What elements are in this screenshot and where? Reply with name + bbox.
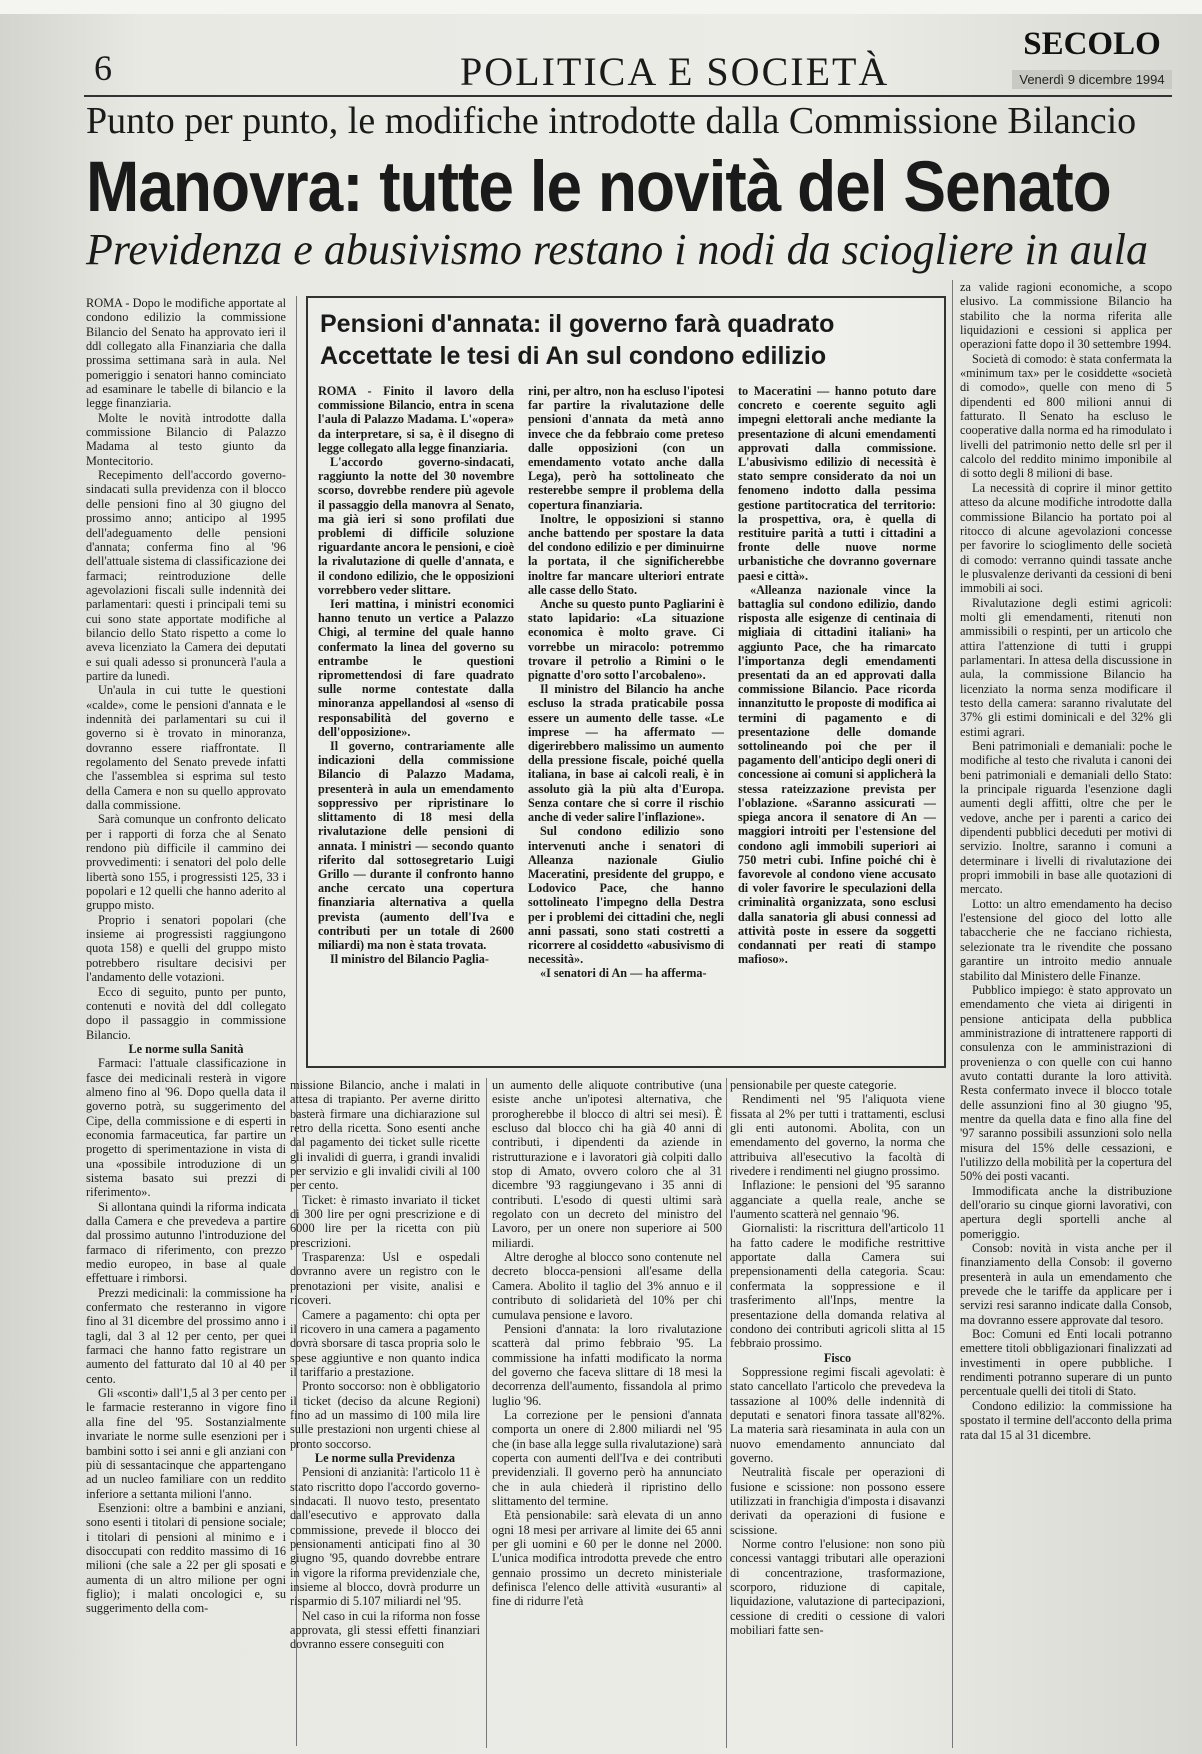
issue-date: Venerdì 9 dicembre 1994 xyxy=(1012,70,1172,89)
paragraph: Un'aula in cui tutte le questioni «calde», come le pensioni d'annata e le indennità dei parlamentari su cui il governo si è trovato in minoranza, dovranno essere riaffrontate. Il regolamento del Senato prevede infatti che l'assemblea si esprima sul testo della Camera e non su quello approvato dalla commissione. xyxy=(86,683,286,813)
paragraph: Il governo, contrariamente alle indicazioni della commissione Bilancio di Palazzo Madama, presenterà in aula un emendamento soppressivo per ripristinare lo slittamento di 18 mesi della rivalutazione delle pensioni di annata. I ministri — secondo quanto riferito dal sottosegretario Luigi Grillo — durante il confronto hanno anche cercato una copertura finanziaria alternativa a quella prevista (aumento dell'Iva e contributi per un totale di 2600 miliardi) ma non è stata trovata. xyxy=(318,739,514,952)
box-title xyxy=(320,308,936,372)
paragraph: Condono edilizio: la commissione ha spostato il termine dell'acconto della prima rata dal 15 al 31 dicembre. xyxy=(960,1398,1172,1442)
paragraph: Nel caso in cui la riforma non fosse approvata, gli stessi effetti finanziari dovranno essere conseguiti con xyxy=(290,1608,480,1652)
article-column-3 xyxy=(492,1078,722,1748)
paragraph: Consob: novità in vista anche per il finanziamento della Consob: il governo presenterà in aula un emendamento che prevede che le tariffe da applicare per i servizi resi saranno indicate dalla Consob, ma dovranno essere approvate dal tesoro. xyxy=(960,1241,1172,1327)
paragraph: Pubblico impiego: è stato approvato un emendamento che vieta ai dirigenti in pensione anticipata della pubblica amministrazione di intrattenere rapporti di consulenza con le amministrazioni di provenienza o con quelle con cui hanno avuto contatti durante la loro attività. Resta confermato invece il blocco totale delle assunzioni fino al 30 giugno '95, mentre da quella data e fino alla fine del '97 saranno possibili assunzioni solo nella misura del 15% delle cessazioni, e l'utilizzo della mobilità per la copertura del 50% dei posti vacanti. xyxy=(960,982,1172,1184)
paragraph: Pensioni d'annata: la loro rivalutazione scatterà dal primo febbraio '95. La commissione ha infatti modificato la norma del governo che faceva slittare di 18 mesi la decorrenza dell'aumento, fissandola al primo luglio '96. xyxy=(492,1321,722,1408)
paragraph: Trasparenza: Usl e ospedali dovranno avere un registro con le prenotazioni per visite, analisi e ricoveri. xyxy=(290,1250,480,1308)
paragraph: Anche su questo punto Pagliarini è stato lapidario: «La situazione economica è molto grave. Ci vorrebbe un miracolo: potremmo trovare il petrolio a Rimini o le pignatte d'oro sotto l'arcobaleno». xyxy=(528,597,724,683)
sidebar-box xyxy=(306,296,946,1068)
paragraph: Sul condono edilizio sono intervenuti anche i senatori di Alleanza nazionale Giulio Maceratini, presidente del gruppo, e Lodovico Pace, che hanno sottolineato l'impegno della Destra per i problemi dei cittadini che, negli anni passati, sono stati costretti a ricorrere al cosiddetto «abusivismo di necessità». xyxy=(528,824,724,967)
paragraph: Lotto: un altro emendamento ha deciso l'estensione del gioco del lotto alle tabaccherie che ne facciano richiesta, selezionate tra le rivendite che possano garantire un introito medio annuale stabilito dal Ministero delle Finanze. xyxy=(960,896,1172,983)
paragraph: ROMA - Dopo le modifiche apportate al condono edilizio la commissione Bilancio del Senato ha approvato ieri il ddl collegato alla Finanziaria che dalla prossima settimana sarà in aula. Nel pomeriggio i senatori hanno cominciato ad esaminare le tabelle di bilancio e la legge finanziaria. xyxy=(86,296,286,411)
paragraph: Altre deroghe al blocco sono contenute nel decreto blocca-pensioni all'esame della Camera. Abolito il taglio del 3% annuo e il contributo di solidarietà del 10% per chi cumulava pensione e lavoro. xyxy=(492,1250,722,1322)
paragraph: Norme contro l'elusione: non sono più concessi vantaggi tributari alle operazioni di concentrazione, trasformazione, scorporo, riduzione di capitale, liquidazione, valutazione di partecipazioni, cessione di crediti o cessione di valori mobiliari fatte sen- xyxy=(730,1537,945,1638)
box-column-2 xyxy=(528,384,724,1060)
paragraph: Neutralità fiscale per operazioni di fusione e scissione: non possono essere utilizzati in franchigia d'imposta i disavanzi derivati da operazioni di fusione e scissione. xyxy=(730,1465,945,1537)
paragraph: Ecco di seguito, punto per punto, contenuti e novità del ddl collegato dopo il passaggio in commissione Bilancio. xyxy=(86,984,286,1042)
paragraph: Esenzioni: oltre a bambini e anziani, sono esenti i titolari di pensione sociale; i titolari di pensioni al minimo e i disoccupati con reddito massimo di 16 milioni (che sale a 22 per gli sposati e aumenta di un altro milione per ogni figlio); i malati oncologici e, su suggerimento della com- xyxy=(86,1500,286,1616)
paragraph: Prezzi medicinali: la commissione ha confermato che resteranno in vigore fino al 31 dicembre del prossimo anno i tagli, dal 3 al 12 per cento, per quei farmaci che hanno fatto registrare un aumento del fatturato dal 10 al 40 per cento. xyxy=(86,1285,286,1386)
paragraph: Soppressione regimi fiscali agevolati: è stato cancellato l'articolo che prevedeva la tassazione al 100% delle indennità di deputati e senatori finora tassate all'82%. La materia sarà riesaminata in aula con un nuovo emendamento annunciato dal governo. xyxy=(730,1364,945,1465)
paragraph: L'accordo governo-sindacati, raggiunto la notte del 30 novembre scorso, dovrebbe rendere più agevole il passaggio della manovra al Senato, ma già ieri si sono profilati due problemi di difficile soluzione riguardante ancora le pensioni, e cioè la rivalutazione di quelle d'annata, e il condono edilizio, che le opposizioni vorrebbero veder slittare. xyxy=(318,455,514,597)
paragraph: Boc: Comuni ed Enti locali potranno emettere titoli obbligazionari finalizzati ad investimenti in opere pubbliche. I rendimenti potranno superare di un punto percentuale quelli dei titoli di Stato. xyxy=(960,1327,1172,1399)
subsection-heading: Le norme sulla Sanità xyxy=(128,1041,244,1056)
box-title-line-1: Pensioni d'annata: il governo farà quadrato xyxy=(320,310,835,338)
paragraph: Inoltre, le opposizioni si stanno anche battendo per spostare la data del condono edilizio e per diminuirne la portata, il che significherebbe inoltre far mancare ulteriori entrate alle casse dello Stato. xyxy=(528,511,724,597)
column-divider xyxy=(486,1078,487,1748)
paragraph: Molte le novità introdotte dalla commissione Bilancio di Palazzo Madama al testo giunto da Montecitorio. xyxy=(86,410,286,468)
paragraph: Il ministro del Bilancio ha anche escluso la strada praticabile possa essere un aumento delle tasse. «Le imprese — ha affermato — digerirebbero malissimo un aumento della pressione fiscale, poiché quella italiana, in base ai calcoli reali, è in assoluto già la più alta d'Europa. Senza contare che si corre il rischio anche di veder salire l'inflazione». xyxy=(528,682,724,825)
paragraph: La necessità di coprire il minor gettito atteso da alcune modifiche introdotte dalla commissione Bilancio ha portato poi al ritocco di alcune agevolazioni concesse per favorire lo scioglimento delle società di comodo: verranno quindi tassate anche le plusvalenze derivanti da cessioni di beni immobili ai soci. xyxy=(960,480,1172,596)
box-column-3 xyxy=(738,384,936,1060)
paragraph: Il ministro del Bilancio Paglia- xyxy=(330,952,489,967)
paragraph: Inflazione: le pensioni del '95 saranno agganciate a quella reale, anche se l'aumento scatterà nel gennaio '96. xyxy=(730,1178,945,1222)
paragraph: za valide ragioni economiche, a scopo elusivo. La commissione Bilancio ha stabilito che la norma riferita alle liquidazioni e cessioni si applica per operazioni fatte dopo il 30 settembre 1994. xyxy=(960,280,1172,352)
paragraph: ROMA - Finito il lavoro della commissione Bilancio, entra in scena l'aula di Palazzo Madama. L'«opera» da interpretare, si sa, è il disegno di legge collegato alla legge finanziaria. xyxy=(318,384,514,455)
subsection-heading: Le norme sulla Previdenza xyxy=(314,1450,456,1465)
article-column-4 xyxy=(730,1078,945,1748)
paragraph: pensionabile per queste categorie. xyxy=(730,1078,897,1092)
paragraph: Società di comodo: è stata confermata la «minimum tax» per le cosiddette «società di comodo», quelle con meno di 5 dipendenti ed 800 milioni annui di fatturato. Il Senato ha escluso le cooperative dalla norma ed ha rimodulato i livelli del patrimonio netto delle srl per il calcolo del reddito minimo imponibile al di sotto degli 8 milioni di base. xyxy=(960,351,1172,481)
paragraph: Recepimento dell'accordo governo-sindacati sulla previdenza con il blocco delle pensioni fino al 30 giugno del prossimo anno; anticipo al 1995 dell'adeguamento delle pensioni d'annata; conferma fino al '96 dell'attuale sistema di classificazione dei farmaci; reintroduzione delle agevolazioni fiscali sulle indennità dei parlamentari: questi i principali temi su cui sono state apportate modifiche al bilancio dello Stato rispetto a come lo aveva licenziato la Camera dei deputati e sui quali adesso si pronuncerà l'aula a partire da lunedì. xyxy=(86,468,286,683)
article-headline: Manovra: tutte le novità del Senato xyxy=(86,146,1111,227)
paragraph: Giornalisti: la riscrittura dell'articolo 11 ha fatto cadere le modifiche restrittive apportate dalla Camera sui prepensionamenti della categoria. Scau: confermata la soppressione e il trasferimento all'Inps, mentre la presentazione della domanda relativa al condono dei contributi agricoli slitta al 15 febbraio prossimo. xyxy=(730,1221,945,1351)
paragraph: Ticket: è rimasto invariato il ticket di 300 lire per ogni prescrizione e di 6000 lire per la ricetta con più prescrizioni. xyxy=(290,1192,480,1250)
paragraph: Età pensionabile: sarà elevata di un anno ogni 18 mesi per arrivare al limite dei 65 anni per gli uomini e 60 per le donne nel 2000. L'unica modifica introdotta prevede che entro gennaio prossimo un decreto ministeriale definisca l'elenco delle attività «usuranti» al fine di ridurre l'età xyxy=(492,1508,722,1609)
paragraph: «Alleanza nazionale vince la battaglia sul condono edilizio, dando risposta alle esigenze di centinaia di migliaia di cittadini italiani» ha aggiunto Pace, che ha rimarcato l'importanza degli emendamenti presentati da an ed approvati dalla commissione Bilancio. Pace ricorda innanzitutto le proposte di modifica ai termini di pagamento e di presentazione delle domande sottolineando poi che per il pagamento dell'anticipo degli oneri di concessione ai comuni si applicherà la stessa rateizzazione prevista per l'oblazione. «Saranno assicurati — spiega ancora il senatore di An — maggiori introiti per l'estensione del condono agli immobili superiori ai 750 metri cubi. Infine poiché chi è favorevole al condono viene accusato di voler favorire le speculazioni della criminalità organizzata, sono esclusi dalla sanatoria gli abusi connessi ad attività poste in essere da soggetti condannati per reati di stampo mafioso». xyxy=(738,582,936,967)
article-column-1 xyxy=(86,296,286,1746)
paragraph: Pensioni di anzianità: l'articolo 11 è stato riscritto dopo l'accordo governo-sindacati. Il nuovo testo, presentato dall'esecutivo e approvato dalla commissione, prevede il blocco dei pensionamenti anticipati fino al 30 giugno '95, quando dovrebbe entrare in vigore la riforma previdenziale che, insieme al blocco, dovrà produrre un risparmio di 5.107 miliardi nel '95. xyxy=(290,1465,480,1609)
paragraph: Sarà comunque un confronto delicato per i rapporti di forza che al Senato rendono più difficile il cammino dei provvedimenti: i senatori del polo delle libertà sono 155, i progressisti 125, 33 i popolari e 12 quelli che hanno aderito al gruppo misto. xyxy=(86,812,286,913)
column-divider xyxy=(952,280,953,1748)
box-column-1 xyxy=(318,384,514,1060)
paragraph: missione Bilancio, anche i malati in attesa di trapianto. Per averne diritto basterà firmare una dichiarazione sul retro della ricetta. Sono esenti anche dal pagamento dei ticket sulle ricette gli invalidi di guerra, i grandi invalidi per servizio e gli invalidi civili al 100 per cento. xyxy=(290,1078,480,1193)
paragraph: Immodificata anche la distribuzione dell'orario su cinque giorni lavorativi, con apertura degli sportelli anche al pomeriggio. xyxy=(960,1183,1172,1241)
paragraph: rini, per altro, non ha escluso l'ipotesi far partire la rivalutazione delle pensioni d'annata da metà anno invece che da febbraio come preteso dalle opposizioni (con un emendamento votato anche dalla Lega), però ha sottolineato che resterebbe sempre il problema della copertura finanziaria. xyxy=(528,384,724,512)
paragraph: Ieri mattina, i ministri economici hanno tenuto un vertice a Palazzo Chigi, al termine del quale hanno confermato la linea del governo su entrambe le questioni ripromettendosi di fare quadrato sulle norme contestate dalla minoranza appellandosi al «senso di responsabilità del governo e dell'opposizione». xyxy=(318,597,514,739)
subsection-heading: Fisco xyxy=(823,1350,852,1365)
article-kicker: Punto per punto, le modifiche introdotte dalla Commissione Bilancio xyxy=(86,100,1137,142)
article-subheadline: Previdenza e abusivismo restano i nodi da sciogliere in aula xyxy=(86,225,1148,274)
box-title-line-2: Accettate le tesi di An sul condono edilizio xyxy=(320,342,827,370)
paragraph: Si allontana quindi la riforma indicata dalla Camera e che prevedeva a partire dal prossimo autunno l'introduzione del farmaco di riferimento, con prezzo medio europeo, in base al quale effettuare i rimborsi. xyxy=(86,1199,286,1286)
paragraph: un aumento delle aliquote contributive (una esiste anche un'ipotesi alternativa, che prorogherebbe il blocco di altri sei mesi). È escluso dal blocco chi ha già 40 anni di contributi, i dipendenti da aziende in ristrutturazione e i lavoratori già colpiti dallo stop di Amato, ovvero coloro che al 31 dicembre '93 raggiungevano i 35 anni di contributi. L'esodo di questi ultimi sarà regolato con un decreto del ministro del Lavoro, per un onere non superiore ai 500 miliardi. xyxy=(492,1078,722,1250)
page-number: 6 xyxy=(94,48,112,88)
paragraph: «I senatori di An — ha afferma- xyxy=(540,966,707,981)
paragraph: La correzione per le pensioni d'annata comporta un onere di 2.800 miliardi nel '95 che (in base alla legge sulla rivalutazione) sarà coperta con aumenti dell'Iva e dei contributi previdenziali. Il governo però ha annunciato che in aula chiederà il ripristino dello slittamento del termine. xyxy=(492,1407,722,1508)
paragraph: Camere a pagamento: chi opta per il ricovero in una camera a pagamento dovrà sborsare di tasca propria solo le spese aggiuntive e non quanto indica il tariffario a prestazione. xyxy=(290,1307,480,1379)
header-rule xyxy=(84,95,1172,97)
paragraph: Proprio i senatori popolari (che insieme ai progressisti raggiungono quota 158) e quelli del gruppo misto potrebbero risultare decisivi per l'andamento delle votazioni. xyxy=(86,912,286,985)
paragraph: Rivalutazione degli estimi agricoli: molti gli emendamenti, ritenuti non ammissibili o respinti, per un articolo che attira l'attenzione di tutti i gruppi parlamentari. In attesa della discussione in aula, la commissione Bilancio ha licenziato la norma senza modificare il testo della camera: saranno rivalutate del 37% gli estimi dominicali e del 32% gli estimi agrari. xyxy=(960,595,1172,739)
section-title: POLITICA E SOCIETÀ xyxy=(460,49,890,94)
paragraph: Rendimenti nel '95 l'aliquota viene fissata al 2% per tutti i trattamenti, esclusi gli enti autonomi. Abolita, con un emendamento del governo, la norma che attribuiva all'esecutivo la facoltà di rivedere i rendimenti nel giugno prossimo. xyxy=(730,1092,945,1179)
paragraph: Gli «sconti» dall'1,5 al 3 per cento per le farmacie resteranno in vigore fino alla fine del '95. Sostanzialmente invariate le norme sulle esenzioni per i bambini sotto i sei anni e gli anziani con più di sessantacinque che appartengano ad un nucleo familiare con un reddito inferiore a settanta milioni l'anno. xyxy=(86,1386,286,1501)
paragraph: Pronto soccorso: non è obbligatorio il ticket (deciso da alcune Regioni) fino ad un massimo di 100 mila lire sulle prestazioni non urgenti chiese al pronto soccorso. xyxy=(290,1379,480,1451)
masthead xyxy=(1012,26,1172,89)
paragraph: Farmaci: l'attuale classificazione in fasce dei medicinali resterà in vigore almeno fino al '96. Dopo quella data il governo potrà, su suggerimento del Cipe, della commissione e di esperti in economia farmaceutica, far partire un progetto di sperimentazione in vista di una «possibile introduzione di un sistema basato sui prezzi di riferimento». xyxy=(86,1056,286,1200)
paragraph: Beni patrimoniali e demaniali: poche le modifiche al testo che rivaluta i canoni dei beni patrimoniali e demaniali dello Stato: la principale riguarda l'esenzione dagli aumenti degli affitti, oltre che per le vedove, anche per i parenti a carico dei dipendenti pubblici deceduti per motivi di servizio. Inoltre, saranno i comuni a determinare i livelli di rivalutazione dei propri immobili in base alle quotazioni di mercato. xyxy=(960,739,1172,897)
article-column-2 xyxy=(290,1078,480,1748)
article-column-5 xyxy=(960,280,1172,1750)
page-top-fold xyxy=(0,0,1202,14)
masthead-logo: SECOLO xyxy=(1023,26,1161,62)
paragraph: to Maceratini — hanno potuto dare concreto e coerente seguito agli impegni elettorali anche mediante la presentazione di alcuni emendamenti approvati dalla commissione. L'abusivismo edilizio di necessità è stato sempre considerato da noi un fenomeno indotto dalla pessima gestione partitocratica del territorio: la prospettiva, ora, è quella di restituire parità a tutti i cittadini a fronte delle nuove norme urbanistiche che dovranno governare paesi e città». xyxy=(738,384,936,583)
column-divider xyxy=(726,1078,727,1748)
